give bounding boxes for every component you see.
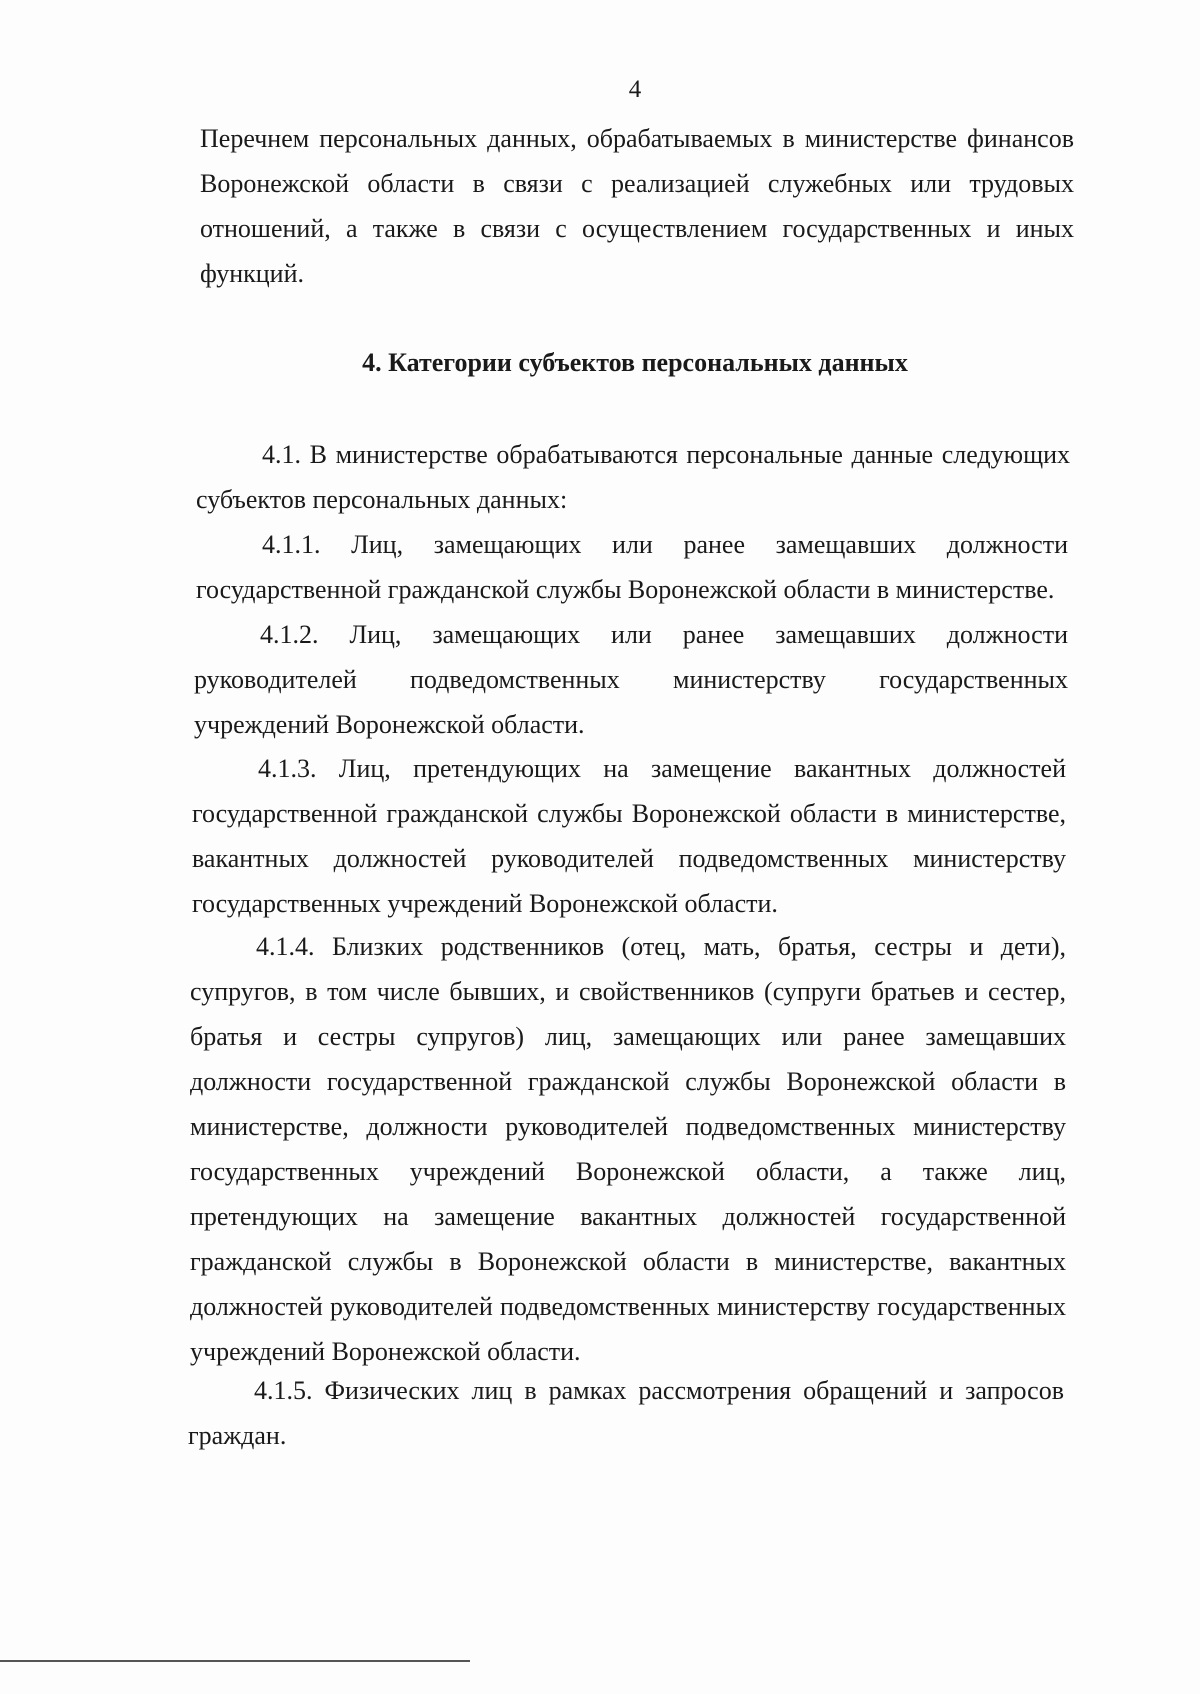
paragraph-4-1-2: 4.1.2. Лиц, замещающих или ранее замещавших должности руководителей подведомственных министерству государственных учреждений Воронежской области.: [194, 620, 1068, 739]
footnote-divider: [0, 1660, 470, 1662]
paragraph-4-1-4: 4.1.4. Близких родственников (отец, мать, братья, сестры и дети), супругов, в том числе бывших, и свойственников (супруги братьев и сестер, братья и сестры супругов) лиц, замещающих или ранее замещавших должности государственной гражданской службы Воронежской области в министерстве, должности руководителей подведомственных министерству государственных учреждений Воронежской области, а также лиц, претендующих на замещение вакантных должностей государственной гражданской службы в Воронежской области в министерстве, вакантных должностей руководителей подведомственных министерству государственных учреждений Воронежской области.: [190, 932, 1066, 1366]
paragraph-4-1-3: 4.1.3. Лиц, претендующих на замещение вакантных должностей государственной гражданской службы Воронежской области в министерстве, вакантных должностей руководителей подведомственных министерству государственных учреждений Воронежской области.: [192, 754, 1066, 918]
paragraph-4-1-5: 4.1.5. Физических лиц в рамках рассмотрения обращений и запросов граждан.: [188, 1376, 1064, 1450]
paragraph-4-1: 4.1. В министерстве обрабатываются персональные данные следующих субъектов персональных данных:: [196, 440, 1070, 514]
page-number: 4: [628, 76, 642, 103]
intro-paragraph: Перечнем персональных данных, обрабатываемых в министерстве финансов Воронежской области в связи с реализацией служебных или трудовых отношений, а также в связи с осуществлением государственных и иных функций.: [200, 124, 1074, 288]
paragraph-4-1-1: 4.1.1. Лиц, замещающих или ранее замещавших должности государственной гражданской службы Воронежской области в министерстве.: [196, 530, 1068, 604]
section-heading: 4. Категории субъектов персональных данных: [362, 348, 908, 377]
